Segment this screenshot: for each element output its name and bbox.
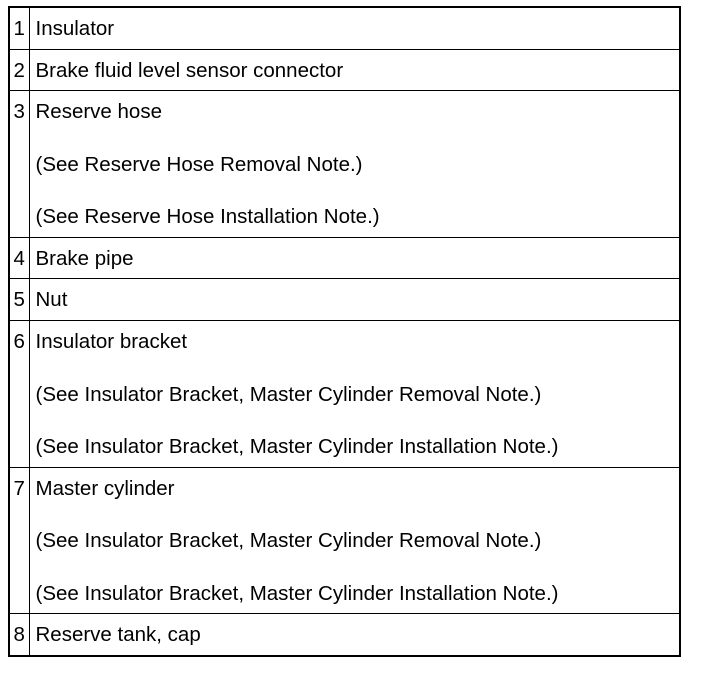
part-description [29,7,680,49]
part-number: 5 [9,279,29,321]
part-description [29,237,680,279]
table-row [9,614,680,656]
part-name: Reserve tank, cap [35,623,201,647]
part-name: Nut [35,288,68,312]
part-number: 7 [9,467,29,614]
installation-note-reference: (See Insulator Bracket, Master Cylinder Installation Note.) [35,435,559,459]
part-description [29,49,680,91]
part-name: Brake pipe [35,246,134,270]
removal-note-reference: (See Reserve Hose Removal Note.) [35,152,363,176]
part-description [29,91,680,238]
part-name: Master cylinder [35,476,175,500]
part-name: Insulator [35,17,115,40]
part-number: 3 [9,91,29,238]
table-row [9,467,680,614]
removal-note-reference: (See Insulator Bracket, Master Cylinder Removal Note.) [35,529,542,553]
part-number: 6 [9,320,29,467]
part-description [29,614,680,656]
part-number: 4 [9,237,29,279]
table-row [9,49,680,91]
part-description [29,467,680,614]
part-name: Brake fluid level sensor connector [35,58,344,82]
removal-note-reference: (See Insulator Bracket, Master Cylinder Removal Note.) [35,382,542,406]
part-description [29,279,680,321]
table-row [9,279,680,321]
table-row [9,237,680,279]
part-number: 8 [9,614,29,656]
part-name: Insulator bracket [35,329,188,353]
installation-note-reference: (See Reserve Hose Installation Note.) [35,205,380,229]
table-row [9,7,680,49]
part-number: 1 [9,7,29,49]
part-name: Reserve hose [35,100,162,124]
part-number: 2 [9,49,29,91]
parts-table [8,6,681,657]
table-row [9,320,680,467]
table-row [9,91,680,238]
installation-note-reference: (See Insulator Bracket, Master Cylinder Installation Note.) [35,581,559,605]
part-description [29,320,680,467]
